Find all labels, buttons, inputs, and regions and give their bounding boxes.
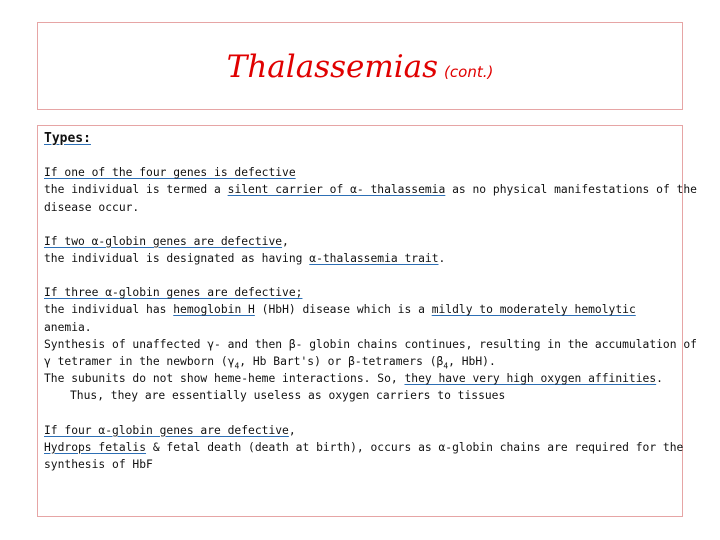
p4-line2b: & fetal death (death at birth), occurs as α-globin chains are required for the xyxy=(146,440,684,454)
p3-line2 xyxy=(44,301,674,318)
p3-line5c: , HbH). xyxy=(448,355,496,369)
p3-line4: Synthesis of unaffected γ- and then β- globin chains continues, resulting in the accumulation of xyxy=(44,337,697,351)
p3-line5 xyxy=(44,353,674,370)
p1-line2c: as no physical manifestations of the xyxy=(445,183,697,197)
p4-line1b: , xyxy=(288,423,296,437)
p3-line2c: (HbH) disease which is a xyxy=(254,303,432,317)
p3-line2a: the individual has xyxy=(44,303,174,317)
p2-line1 xyxy=(44,233,674,250)
spacer xyxy=(44,267,674,284)
p1-line2a: the individual is termed a xyxy=(44,183,228,197)
oxygen-affinity-term: they have very high oxygen affinities xyxy=(404,372,657,386)
spacer xyxy=(44,405,674,422)
p3-line3: anemia. xyxy=(44,320,92,334)
hydrops-term: Hydrops fetalis xyxy=(44,440,147,454)
hemoglobin-h-term: hemoglobin H xyxy=(173,303,255,317)
p4-line3: synthesis of HbF xyxy=(44,458,153,472)
p3-line7: Thus, they are essentially useless as oxygen carriers to tissues xyxy=(70,389,506,403)
p1-line2 xyxy=(44,181,697,198)
spacer xyxy=(44,216,674,233)
p2-line2 xyxy=(44,250,674,267)
title-main: Thalassemias xyxy=(226,49,439,85)
types-heading: Types: xyxy=(44,131,91,146)
content-text xyxy=(44,130,697,473)
p2-line1a: If two α-globin genes are defective xyxy=(44,234,283,248)
p4-line1 xyxy=(44,422,674,439)
slide-title xyxy=(38,49,682,85)
p2-line2a: the individual is designated as having xyxy=(44,252,310,266)
p3-line1: If three α-globin genes are defective; xyxy=(44,286,303,300)
p1-line1: If one of the four genes is defective xyxy=(44,166,296,180)
spacer xyxy=(44,147,674,164)
p4-line2 xyxy=(44,439,684,456)
p3-line5b: , Hb Bart's) or β-tetramers (β xyxy=(239,355,444,369)
p3-line6a: The subunits do not show heme-heme interactions. So, xyxy=(44,372,405,386)
title-box xyxy=(37,22,683,110)
p3-line6c: . xyxy=(656,372,663,386)
silent-carrier-term: silent carrier of α- thalassemia xyxy=(227,183,446,197)
p2-line1b: , xyxy=(282,234,289,248)
p1-line3: disease occur. xyxy=(44,200,140,214)
p3-sub1: 4 xyxy=(234,361,240,371)
p3-line5a: γ tetramer in the newborn (γ xyxy=(44,355,235,369)
p4-line1a: If four α-globin genes are defective xyxy=(44,423,289,437)
p2-line2c: . xyxy=(438,252,446,266)
p3-sub2: 4 xyxy=(443,361,449,371)
content-box xyxy=(37,125,697,517)
hemolytic-term: mildly to moderately hemolytic xyxy=(431,303,636,317)
trait-term: α-thalassemia trait xyxy=(309,252,439,266)
p3-line6 xyxy=(44,370,674,387)
title-sub: (cont.) xyxy=(444,63,494,81)
